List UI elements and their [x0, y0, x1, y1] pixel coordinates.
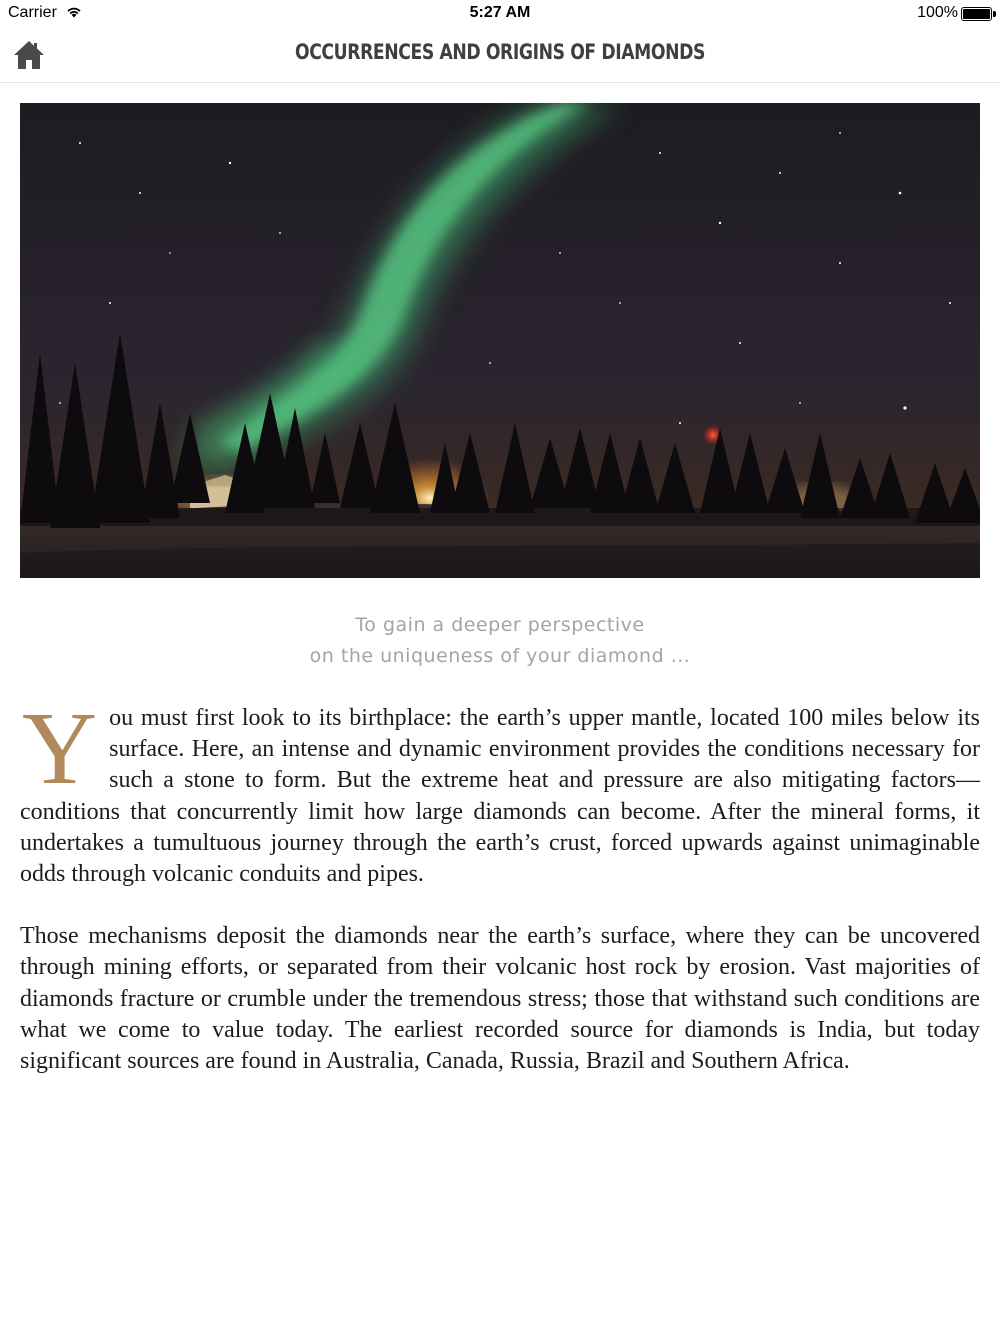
battery-tip — [993, 11, 996, 17]
clock: 5:27 AM — [469, 4, 531, 21]
caption-line-2: on the uniqueness of your diamond ... — [309, 645, 691, 667]
drop-cap: Y — [22, 691, 98, 806]
article-paragraph-1 — [20, 691, 980, 890]
paragraph-1-text: ou must first look to its birthplace: the earth’s upper mantle, located 100 miles below its surface. Here, an intense and dynamic environment provides the conditions necessary for such a stone to form. But the extreme heat and pressure are also mitigating factors—conditions that concurrently limit how large diamonds can become. After the mineral forms, it undertakes a tumultuous journey through the earth’s crust, forced upwards against unimaginable odds through volcanic conduits and pipes. — [20, 705, 980, 888]
nav-bar — [0, 28, 1000, 83]
home-icon — [12, 38, 46, 72]
article-paragraph-2: Those mechanisms deposit the diamonds near the earth’s surface, where they can be uncovered through mining efforts, or separated from their volcanic host rock by erosion. Vast majorities of diamonds fracture or crumble under the tremendous stress; those that withstand such conditions are what we come to value today. The earliest recorded source for diamonds is India, but today significant sources are found in Australia, Canada, Russia, Brazil and Southern Africa. — [20, 923, 980, 1075]
page-title: OCCURRENCES AND ORIGINS OF DIAMONDS — [294, 40, 706, 64]
status-bar — [0, 0, 1000, 28]
battery-percent: 100% — [917, 4, 958, 21]
article-body — [20, 691, 980, 1108]
carrier-label: Carrier — [8, 4, 57, 21]
hero-caption — [0, 610, 1000, 672]
caption-line-1: To gain a deeper perspective — [355, 614, 645, 636]
aurora-photo — [20, 103, 980, 578]
home-button[interactable] — [10, 36, 48, 74]
hero-image — [20, 103, 980, 578]
battery-icon — [961, 7, 992, 21]
